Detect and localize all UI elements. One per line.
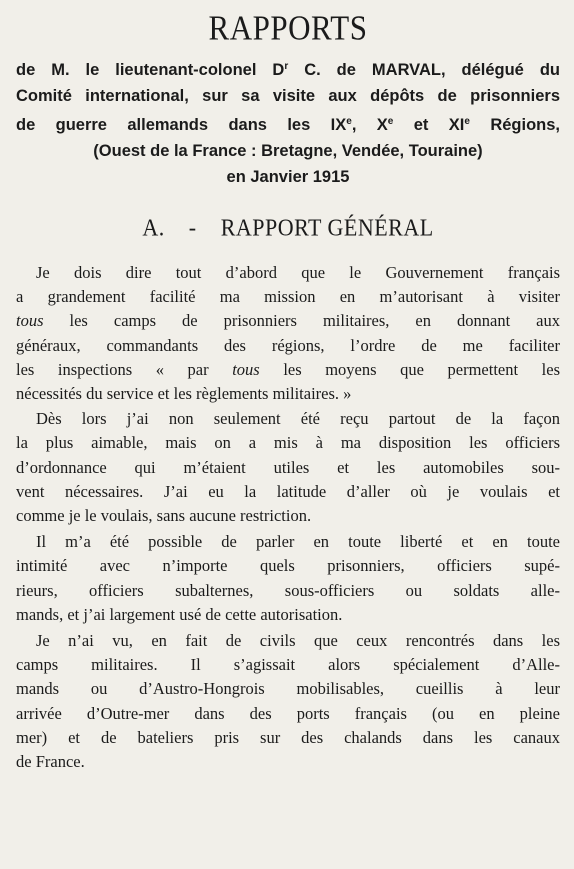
emphasis: tous <box>16 311 44 331</box>
text-fragment: les camps de prisonniers militaires, en donnant aux <box>43 311 560 331</box>
section-dash: - <box>188 213 197 241</box>
text-line: comme je le voulais, sans aucune restriction. <box>16 506 312 526</box>
text-line: camps militaires. Il s’agissait alors spécialement d’Alle- <box>16 655 560 675</box>
text-line: Dès lors j’ai non seulement été reçu partout de la façon <box>36 409 560 429</box>
subtitle-line-4: (Ouest de la France : Bretagne, Vendée, Touraine) <box>93 142 483 160</box>
superscript: e <box>346 116 352 127</box>
subtitle-line-2: Comité international, sur sa visite aux dépôts de prisonniers <box>16 87 560 105</box>
superscript: e <box>464 116 470 127</box>
section-heading <box>16 213 560 242</box>
text-line: a grandement facilité ma mission en m’autorisant à visiter <box>16 287 560 307</box>
text-line: mands, et j’ai largement usé de cette autorisation. <box>16 604 343 624</box>
text-line: généraux, commandants des régions, l’ordre de me faciliter <box>16 335 560 355</box>
report-subtitle <box>16 54 560 190</box>
section-title: RAPPORT GÉNÉRAL <box>220 213 434 241</box>
text-line: rieurs, officiers subalternes, sous-officiers ou soldats alle- <box>16 580 560 600</box>
subtitle-text: C. de MARVAL, délégué du <box>288 61 560 79</box>
subtitle-line-3 <box>16 109 560 138</box>
subtitle-text: , X <box>351 116 388 134</box>
text-line: mer) et de bateliers pris sur des chalands dans les canaux <box>16 727 560 747</box>
subtitle-text: et XI <box>393 116 465 134</box>
text-line <box>16 358 560 382</box>
text-line: Je dois dire tout d’abord que le Gouvernement français <box>36 263 560 282</box>
section-letter: A. <box>142 213 165 241</box>
subtitle-text: Régions, <box>469 116 560 134</box>
text-line: de France. <box>16 752 85 772</box>
text-line: nécessités du service et les règlements militaires. » <box>16 384 352 404</box>
text-fragment: les moyens que permettent les <box>259 359 560 379</box>
report-body <box>16 261 560 774</box>
paragraph-2 <box>16 407 560 528</box>
text-line: mands ou d’Austro-Hongrois mobilisables, cueillis à leur <box>16 679 560 699</box>
subtitle-line-1 <box>16 54 560 83</box>
subtitle-text: de guerre allemands dans les IX <box>16 116 347 134</box>
superscript: r <box>284 61 289 72</box>
subtitle-line-5: en Janvier 1915 <box>226 168 350 186</box>
document-page <box>0 8 574 869</box>
text-line: vent nécessaires. J’ai eu la latitude d’aller où je voulais et <box>16 481 560 501</box>
document-title: RAPPORTS <box>208 8 368 48</box>
text-line: Il m’a été possible de parler en toute liberté et en toute <box>36 532 560 552</box>
paragraph-3 <box>16 530 560 627</box>
text-fragment: les inspections « par <box>16 359 233 379</box>
text-line: arrivée d’Outre-mer dans des ports français (ou en pleine <box>16 703 560 723</box>
subtitle-text: de M. le lieutenant-colonel D <box>16 61 285 79</box>
text-line: la plus aimable, mais on a mis à ma disposition les officiers <box>16 433 560 453</box>
text-line: intimité avec n’importe quels prisonniers, officiers supé- <box>16 556 560 576</box>
superscript: e <box>387 116 394 127</box>
paragraph-1 <box>16 261 560 406</box>
text-line: d’ordonnance qui m’étaient utiles et les automobiles sou- <box>16 457 560 477</box>
emphasis: tous <box>232 359 260 379</box>
text-line: Je n’ai vu, en fait de civils que ceux rencontrés dans les <box>36 631 560 651</box>
paragraph-4 <box>16 629 560 774</box>
text-line <box>16 309 560 333</box>
